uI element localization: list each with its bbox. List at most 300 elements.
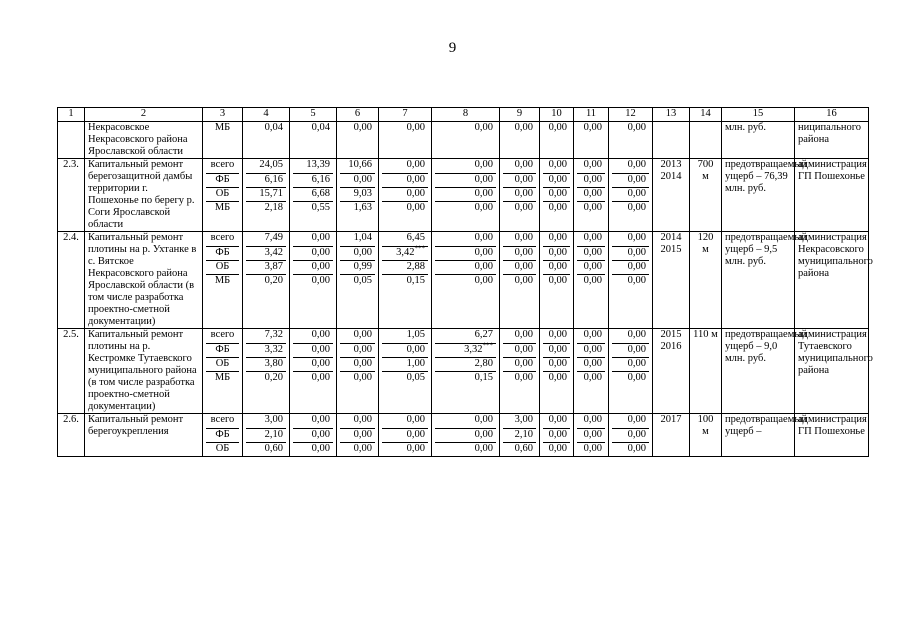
amount-column-11: [574, 159, 609, 232]
amount-value: [246, 371, 286, 385]
amount-value: [435, 232, 496, 246]
amount-text: 0,00: [548, 344, 567, 355]
executor: администрация ГП Пошехонье: [795, 159, 869, 232]
amount-value: [293, 159, 333, 173]
amount-text: 0,00: [583, 261, 602, 272]
amount-value: [543, 201, 570, 215]
executor: ниципального района: [795, 122, 869, 159]
funding-source: ОБ: [206, 260, 239, 274]
amount-value: [246, 246, 286, 260]
amount-value: [382, 414, 428, 428]
amount-value: [577, 414, 605, 428]
amount-value: [293, 187, 333, 201]
amount-column-7: [379, 159, 432, 232]
amount-value: [382, 187, 428, 201]
amount-text: 0,00: [474, 429, 493, 440]
amount-column-12: [609, 232, 653, 329]
amount-value: [435, 357, 496, 371]
amount-text: 0,15: [406, 275, 425, 286]
amount-column-5: [290, 122, 337, 159]
amount-value: [577, 201, 605, 215]
amount-text: 0,00: [406, 344, 425, 355]
column-number-3: 3: [203, 108, 243, 122]
amount-text: 0,00: [627, 443, 646, 454]
amount-value: [503, 232, 536, 246]
amount-value: [577, 343, 605, 357]
footnote-mark: ***: [414, 244, 425, 253]
amount-text: 0,00: [627, 174, 646, 185]
amount-value: [435, 343, 496, 357]
amount-value: [612, 371, 649, 385]
amount-value: [435, 201, 496, 215]
amount-text: 0,00: [627, 188, 646, 199]
amount-text: 0,00: [406, 174, 425, 185]
amount-column-11: [574, 414, 609, 457]
amount-text: 0,00: [353, 443, 372, 454]
amount-column-7: [379, 329, 432, 414]
length: 120 м: [690, 232, 722, 329]
amount-value: [340, 357, 375, 371]
column-number-9: 9: [500, 108, 540, 122]
amount-column-4: [243, 414, 290, 457]
amount-value: [543, 329, 570, 343]
amount-value: [503, 187, 536, 201]
amount-text: 0,00: [548, 358, 567, 369]
amount-value: [435, 442, 496, 456]
amount-value: [577, 442, 605, 456]
amount-value: [577, 371, 605, 385]
length: 100 м: [690, 414, 722, 457]
expected-effect: предотвращаемый ущерб – 76,39 млн. руб.: [722, 159, 795, 232]
amount-value: [382, 343, 428, 357]
funding-sources: [203, 232, 243, 329]
amount-text: 0,00: [583, 358, 602, 369]
amount-text: 0,00: [474, 261, 493, 272]
amount-text: 0,20: [264, 275, 283, 286]
funding-sources: [203, 414, 243, 457]
amount-text: 0,00: [353, 247, 372, 258]
footnote-mark: ***: [482, 341, 493, 350]
amount-text: 0,00: [627, 275, 646, 286]
amount-column-9: [500, 329, 540, 414]
amount-text: 0,00: [583, 443, 602, 454]
amount-value: [435, 428, 496, 442]
amount-text: 0,05: [406, 372, 425, 383]
expected-effect: предотвращаемый ущерб – 9,5 млн. руб.: [722, 232, 795, 329]
amount-text: 0,00: [353, 372, 372, 383]
executor: администрация Некрасовского муниципального района: [795, 232, 869, 329]
amount-column-6: [337, 329, 379, 414]
funding-source: МБ: [206, 371, 239, 385]
amount-text: 0,00: [627, 372, 646, 383]
amount-text: 2,80: [474, 358, 493, 369]
amount-text: 0,00: [311, 247, 330, 258]
amount-value: [503, 343, 536, 357]
amount-text: 3,32: [464, 344, 483, 355]
amount-value: [577, 232, 605, 246]
amount-value: [612, 274, 649, 288]
amount-text: 2,88: [406, 261, 425, 272]
funding-source: всего: [210, 329, 235, 340]
amount-value: [577, 357, 605, 371]
amount-column-10: [540, 159, 574, 232]
amount-text: 0,00: [353, 344, 372, 355]
amount-text: 0,00: [627, 329, 646, 340]
amount-value: [293, 357, 333, 371]
row-number: 2.3.: [58, 159, 85, 232]
funding-source: всего: [210, 232, 235, 243]
amount-value: [503, 246, 536, 260]
amount-text: 0,00: [548, 275, 567, 286]
amount-text: 0,00: [627, 358, 646, 369]
amount-column-8: [432, 414, 500, 457]
amount-text: 0,00: [583, 344, 602, 355]
amount-value: [293, 343, 333, 357]
amount-text: 0,00: [548, 429, 567, 440]
amount-value: [612, 357, 649, 371]
funding-source: ФБ: [206, 173, 239, 187]
amount-value: [435, 274, 496, 288]
amount-text: 0,00: [406, 414, 425, 425]
amount-text: 0,00: [514, 344, 533, 355]
amount-column-6: [337, 122, 379, 159]
amount-text: 0,00: [353, 358, 372, 369]
amount-value: [340, 232, 375, 246]
amount-value: [543, 232, 570, 246]
amount-column-7: [379, 232, 432, 329]
amount-text: 0,00: [583, 329, 602, 340]
amount-value: [246, 329, 286, 343]
amount-value: [543, 187, 570, 201]
amount-column-9: [500, 122, 540, 159]
amount-value: [293, 260, 333, 274]
amount-text: 0,00: [627, 247, 646, 258]
row-number: [58, 122, 85, 159]
amount-value: [612, 442, 649, 456]
amount-column-8: [432, 122, 500, 159]
amount-value: [293, 246, 333, 260]
amount-text: 0,00: [627, 159, 646, 170]
amount-text: 7,49: [264, 232, 283, 243]
amount-column-9: [500, 232, 540, 329]
amount-value: [503, 357, 536, 371]
table-header-row: [58, 108, 869, 122]
amount-text: 0,00: [548, 443, 567, 454]
amount-value: [503, 260, 536, 274]
amount-column-7: [379, 122, 432, 159]
amount-text: 1,63: [353, 202, 372, 213]
column-number-15: 15: [722, 108, 795, 122]
amount-text: 0,00: [583, 275, 602, 286]
amount-value: [246, 173, 286, 187]
amount-column-6: [337, 414, 379, 457]
column-number-11: 11: [574, 108, 609, 122]
table-row: [58, 159, 869, 232]
amount-value: [293, 122, 333, 136]
years: 2017: [653, 414, 690, 457]
amount-value: [293, 371, 333, 385]
amount-value: [577, 173, 605, 187]
amount-text: 0,00: [311, 414, 330, 425]
table-row: [58, 329, 869, 414]
amount-value: [293, 428, 333, 442]
funding-source: ФБ: [206, 246, 239, 260]
table-row: [58, 232, 869, 329]
amount-value: [246, 159, 286, 173]
amount-column-9: [500, 414, 540, 457]
amount-value: [577, 329, 605, 343]
amount-column-12: [609, 414, 653, 457]
amount-text: 0,00: [406, 443, 425, 454]
amount-value: [382, 329, 428, 343]
amount-value: [382, 371, 428, 385]
amount-value: [612, 246, 649, 260]
amount-value: [435, 159, 496, 173]
amount-text: 0,00: [548, 174, 567, 185]
amount-text: 0,00: [474, 232, 493, 243]
amount-text: 0,00: [311, 275, 330, 286]
amount-text: 0,00: [583, 202, 602, 213]
amount-text: 0,55: [311, 202, 330, 213]
amount-value: [577, 260, 605, 274]
amount-value: [503, 414, 536, 428]
amount-text: 0,00: [548, 188, 567, 199]
amount-column-10: [540, 414, 574, 457]
amount-value: [503, 371, 536, 385]
amount-value: [435, 187, 496, 201]
funding-sources: [203, 329, 243, 414]
amount-text: 6,16: [311, 174, 330, 185]
amount-text: 3,80: [264, 358, 283, 369]
amount-value: [340, 246, 375, 260]
amount-text: 0,00: [548, 247, 567, 258]
years: 2013 2014: [653, 159, 690, 232]
amount-text: 0,00: [353, 414, 372, 425]
amount-column-12: [609, 159, 653, 232]
amount-value: [543, 414, 570, 428]
table-row: [58, 122, 869, 159]
amount-text: 3,42: [396, 247, 415, 258]
amount-value: [382, 442, 428, 456]
amount-value: [612, 343, 649, 357]
amount-value: [293, 442, 333, 456]
amount-value: [612, 187, 649, 201]
amount-text: 3,00: [264, 414, 283, 425]
amount-value: [503, 173, 536, 187]
column-number-12: 12: [609, 108, 653, 122]
funding-source: МБ: [206, 201, 239, 215]
amount-column-4: [243, 159, 290, 232]
amount-text: 1,05: [406, 329, 425, 340]
amount-column-9: [500, 159, 540, 232]
amount-text: 0,00: [474, 174, 493, 185]
amount-column-11: [574, 232, 609, 329]
amount-text: 0,00: [474, 414, 493, 425]
amount-value: [246, 260, 286, 274]
years: 2015 2016: [653, 329, 690, 414]
amount-text: 0,00: [514, 188, 533, 199]
amount-value: [612, 159, 649, 173]
amount-value: [612, 201, 649, 215]
funding-source: всего: [210, 414, 235, 425]
amount-column-11: [574, 329, 609, 414]
amount-value: [503, 122, 536, 136]
amount-value: [503, 329, 536, 343]
amount-value: [340, 274, 375, 288]
amount-text: 0,00: [627, 202, 646, 213]
amount-value: [293, 232, 333, 246]
amount-value: [543, 260, 570, 274]
amount-text: 0,00: [406, 159, 425, 170]
amount-text: 0,00: [474, 188, 493, 199]
amount-text: 6,16: [264, 174, 283, 185]
amount-value: [293, 414, 333, 428]
amount-value: [612, 329, 649, 343]
amount-text: 0,00: [311, 329, 330, 340]
amount-column-8: [432, 329, 500, 414]
amount-text: 0,00: [514, 358, 533, 369]
amount-text: 0,00: [406, 188, 425, 199]
amount-value: [612, 232, 649, 246]
amount-column-10: [540, 122, 574, 159]
amount-value: [577, 187, 605, 201]
amount-text: 0,00: [514, 174, 533, 185]
amount-text: 0,00: [627, 122, 646, 133]
amount-text: 0,60: [514, 443, 533, 454]
amount-value: [293, 274, 333, 288]
amount-text: 0,60: [264, 443, 283, 454]
column-number-8: 8: [432, 108, 500, 122]
amount-column-4: [243, 122, 290, 159]
amount-value: [246, 201, 286, 215]
row-number: 2.4.: [58, 232, 85, 329]
amount-value: [340, 329, 375, 343]
amount-text: 0,00: [406, 122, 425, 133]
amount-text: 0,00: [583, 188, 602, 199]
amount-value: [246, 357, 286, 371]
amount-value: [340, 187, 375, 201]
amount-text: 0,00: [627, 261, 646, 272]
measure-name: Капитальный ремонт берегоукрепления: [85, 414, 203, 457]
amount-value: [435, 246, 496, 260]
amount-column-4: [243, 329, 290, 414]
amount-text: 0,00: [548, 232, 567, 243]
amount-value: [612, 122, 649, 136]
amount-column-12: [609, 329, 653, 414]
amount-value: [435, 414, 496, 428]
amount-value: [503, 159, 536, 173]
amount-column-8: [432, 159, 500, 232]
amount-text: 0,00: [406, 202, 425, 213]
amount-text: 24,05: [259, 159, 283, 170]
amount-value: [340, 260, 375, 274]
amount-value: [246, 274, 286, 288]
amount-value: [246, 232, 286, 246]
column-number-14: 14: [690, 108, 722, 122]
funding-source: всего: [210, 159, 235, 170]
funding-source: ФБ: [206, 428, 239, 442]
amount-text: 0,00: [311, 443, 330, 454]
amount-text: 0,00: [311, 261, 330, 272]
amount-text: 0,00: [514, 247, 533, 258]
amount-text: 0,00: [514, 275, 533, 286]
amount-value: [577, 274, 605, 288]
amount-text: 0,00: [514, 372, 533, 383]
amount-value: [543, 246, 570, 260]
amount-text: 0,00: [583, 122, 602, 133]
amount-value: [503, 274, 536, 288]
amount-value: [612, 173, 649, 187]
amount-text: 0,00: [514, 261, 533, 272]
amount-text: 0,00: [627, 429, 646, 440]
amount-value: [577, 428, 605, 442]
amount-text: 0,00: [474, 122, 493, 133]
amount-value: [382, 201, 428, 215]
amount-text: 0,00: [514, 122, 533, 133]
amount-column-12: [609, 122, 653, 159]
amount-text: 0,00: [583, 247, 602, 258]
funding-source: ОБ: [206, 187, 239, 201]
amount-value: [382, 159, 428, 173]
amount-value: [435, 122, 496, 136]
amount-value: [503, 442, 536, 456]
executor: администрация Тутаевского муниципального района: [795, 329, 869, 414]
amount-text: 0,00: [583, 232, 602, 243]
funding-sources: [203, 159, 243, 232]
amount-text: 0,00: [583, 414, 602, 425]
amount-text: 0,00: [548, 159, 567, 170]
funding-source: МБ: [206, 274, 239, 288]
amount-text: 0,00: [474, 443, 493, 454]
amount-text: 13,39: [306, 159, 330, 170]
amount-value: [382, 173, 428, 187]
amount-value: [543, 173, 570, 187]
amount-text: 0,00: [514, 232, 533, 243]
amount-text: 0,00: [514, 329, 533, 340]
amount-text: 3,32: [264, 344, 283, 355]
amount-text: 3,87: [264, 261, 283, 272]
amount-column-4: [243, 232, 290, 329]
page-number: 9: [448, 40, 457, 56]
amount-text: 1,04: [353, 232, 372, 243]
amount-value: [340, 122, 375, 136]
amount-value: [382, 246, 428, 260]
expected-effect: предотвращаемый ущерб – 9,0 млн. руб.: [722, 329, 795, 414]
amount-text: 0,00: [548, 202, 567, 213]
amount-text: 0,20: [264, 372, 283, 383]
amount-text: 0,00: [474, 159, 493, 170]
amount-text: 0,00: [311, 358, 330, 369]
amount-text: 0,00: [583, 159, 602, 170]
amount-value: [577, 159, 605, 173]
amount-value: [246, 122, 286, 136]
amount-text: 6,27: [474, 329, 493, 340]
amount-value: [435, 371, 496, 385]
amount-value: [293, 329, 333, 343]
amount-text: 6,45: [406, 232, 425, 243]
amount-text: 6,68: [311, 188, 330, 199]
amount-value: [577, 122, 605, 136]
expected-effect: млн. руб.: [722, 122, 795, 159]
amount-text: 0,00: [353, 122, 372, 133]
length: 110 м: [690, 329, 722, 414]
amount-text: 0,00: [627, 344, 646, 355]
amount-text: 0,05: [353, 275, 372, 286]
amount-text: 0,00: [627, 232, 646, 243]
amount-text: 0,00: [548, 372, 567, 383]
amount-text: 0,00: [474, 275, 493, 286]
table-row: [58, 414, 869, 457]
